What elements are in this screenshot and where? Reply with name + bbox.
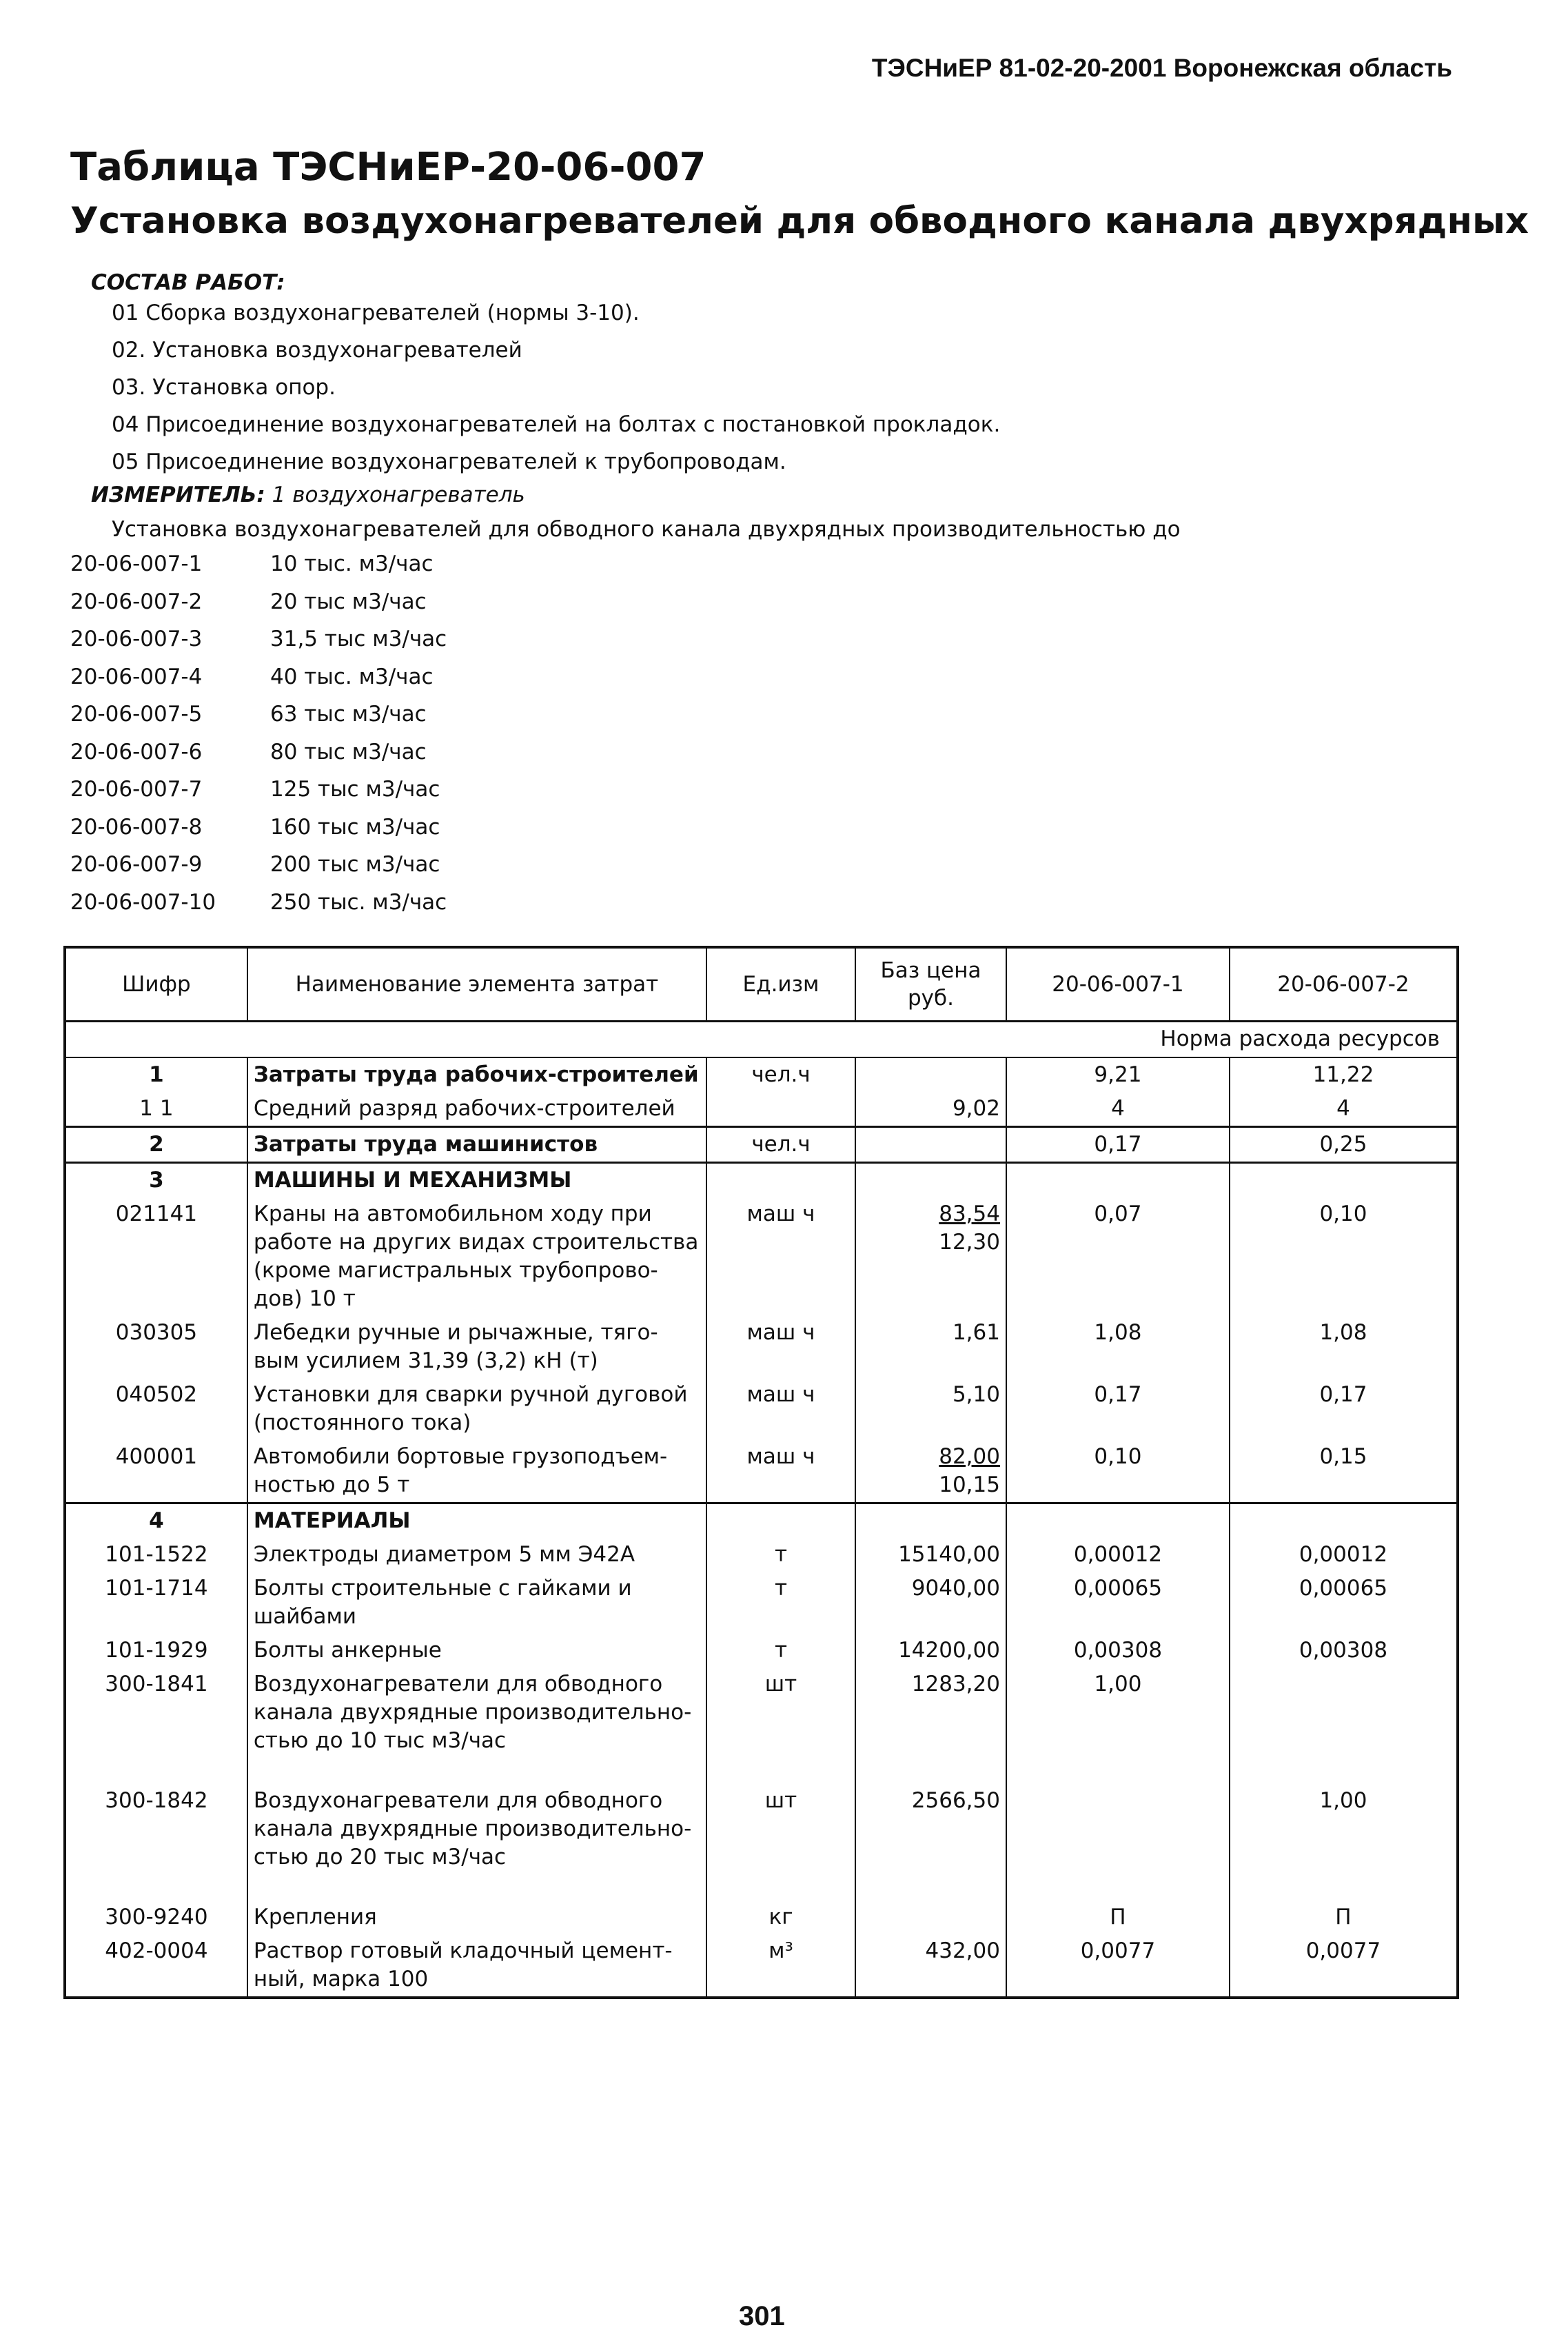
cell-name: Электроды диаметром 5 мм Э42А [247,1538,706,1572]
measure-line [91,483,525,507]
cell-price [855,1538,1006,1572]
price-value: 83,54 [939,1202,1000,1226]
cell-value-col2: 1,00 [1230,1784,1458,1874]
norm-description: 125 тыс м3/час [270,777,440,802]
cell-code: 300-1841 [65,1668,247,1758]
spacer-cell [65,1874,247,1901]
cell-name: Затраты труда машинистов [247,1127,706,1163]
cell-value-col2: 0,0077 [1230,1934,1458,1998]
cell-value-col1: 4 [1006,1092,1230,1127]
table-row [65,1163,1458,1198]
cell-code: 300-1842 [65,1784,247,1874]
cell-code: 2 [65,1127,247,1163]
cell-name: Воздухонагреватели для обводного канала двухрядные производительно-стью до 20 тыс м3/час [247,1784,706,1874]
price-value: 1283,20 [911,1672,1000,1696]
cell-unit: т [706,1634,855,1668]
cell-price [855,1901,1006,1934]
cell-price [855,1092,1006,1127]
cell-value-col2 [1230,1503,1458,1539]
norm-code: 20-06-007-9 [70,852,203,877]
cell-price [855,1316,1006,1378]
cell-unit: т [706,1538,855,1572]
spacer-cell [1006,1758,1230,1784]
norm-description: 160 тыс м3/час [270,814,440,840]
table-row [65,1440,1458,1503]
table-row [65,1784,1458,1874]
norm-code: 20-06-007-7 [70,777,203,802]
table-row [65,1634,1458,1668]
cell-price [855,1163,1006,1198]
page-number: 301 [739,2301,785,2331]
norm-description: 250 тыс. м3/час [270,889,447,915]
norm-code: 20-06-007-2 [70,589,203,614]
norm-code: 20-06-007-4 [70,664,203,689]
cell-value-col1 [1006,1503,1230,1539]
cell-name: Автомобили бортовые грузоподъем-ностью до 5 т [247,1440,706,1503]
cell-price [855,1057,1006,1092]
norm-code: 20-06-007-1 [70,551,203,576]
norm-description: 80 тыс м3/час [270,739,427,764]
header-unit: Ед.изм [706,947,855,1022]
document-header: ТЭСНиЕР 81-02-20-2001 Воронежская область [871,54,1452,82]
norm-code: 20-06-007-8 [70,814,203,840]
cell-value-col2: 0,00012 [1230,1538,1458,1572]
norm-code: 20-06-007-3 [70,627,203,651]
cell-price [855,1440,1006,1503]
cell-code: 1 [65,1057,247,1092]
table-row [65,1316,1458,1378]
norm-description: 40 тыс. м3/час [270,664,434,689]
table-row [65,1197,1458,1316]
cell-price [855,1503,1006,1539]
work-item: 05 Присоединение воздухонагревателей к трубопроводам. [112,449,786,474]
cell-unit [706,1092,855,1127]
cell-value-col1: 0,00012 [1006,1538,1230,1572]
cell-value-col2: 0,15 [1230,1440,1458,1503]
price-wage-value: 12,30 [939,1230,1000,1255]
cell-value-col2 [1230,1668,1458,1758]
cell-value-col2: 0,10 [1230,1197,1458,1316]
works-label: СОСТАВ РАБОТ: [91,270,285,295]
cell-unit: м³ [706,1934,855,1998]
norm-code: 20-06-007-10 [70,889,216,915]
measure-value: 1 воздухонагреватель [272,483,525,507]
cell-code: 040502 [65,1378,247,1440]
cell-code: 400001 [65,1440,247,1503]
cell-value-col2 [1230,1163,1458,1198]
cell-name: Лебедки ручные и рычажные, тяго-вым усилием 31,39 (3,2) кН (т) [247,1316,706,1378]
price-value: 9040,00 [911,1576,1000,1601]
cell-value-col2: 0,17 [1230,1378,1458,1440]
price-wage-value: 10,15 [939,1472,1000,1497]
spacer-cell [1006,1874,1230,1901]
cell-value-col1: 0,17 [1006,1127,1230,1163]
cell-name: Крепления [247,1901,706,1934]
header-code: Шифр [65,947,247,1022]
price-value: 82,00 [939,1444,1000,1469]
spacer-cell [247,1758,706,1784]
cell-name: МАТЕРИАЛЫ [247,1503,706,1539]
cell-value-col2: 11,22 [1230,1057,1458,1092]
cell-value-col1: 9,21 [1006,1057,1230,1092]
header-col2: 20-06-007-2 [1230,947,1458,1022]
cell-code: 101-1522 [65,1538,247,1572]
cell-name: Средний разряд рабочих-строителей [247,1092,706,1127]
cell-price [855,1572,1006,1634]
cell-value-col2: 1,08 [1230,1316,1458,1378]
cell-code: 021141 [65,1197,247,1316]
cell-code: 3 [65,1163,247,1198]
cell-unit: маш ч [706,1378,855,1440]
work-item: 01 Сборка воздухонагревателей (нормы 3-10). [112,301,640,325]
cell-value-col2: П [1230,1901,1458,1934]
cell-price [855,1378,1006,1440]
table-number-title: Таблица ТЭСНиЕР-20-06-007 [70,145,706,190]
cell-unit: маш ч [706,1440,855,1503]
cell-value-col1: 0,10 [1006,1440,1230,1503]
spacer-cell [706,1758,855,1784]
cell-value-col1: 1,08 [1006,1316,1230,1378]
cell-unit [706,1163,855,1198]
measure-label: ИЗМЕРИТЕЛЬ: [91,483,265,507]
cell-name: Болты анкерные [247,1634,706,1668]
norm-description: 200 тыс м3/час [270,852,440,877]
price-value: 5,10 [952,1382,1000,1407]
table-row [65,1538,1458,1572]
norm-description: 20 тыс м3/час [270,589,427,614]
table-body [65,1057,1458,1998]
cell-name: Раствор готовый кладочный цемент-ный, марка 100 [247,1934,706,1998]
cell-unit: шт [706,1668,855,1758]
cell-unit: маш ч [706,1197,855,1316]
table-row [65,1092,1458,1127]
cell-value-col1: 1,00 [1006,1668,1230,1758]
spacer-row [65,1758,1458,1784]
spacer-cell [1230,1758,1458,1784]
table-row [65,1378,1458,1440]
table-row [65,1901,1458,1934]
cell-name: Болты строительные с гайками и шайбами [247,1572,706,1634]
norm-code: 20-06-007-5 [70,702,203,727]
cell-unit: маш ч [706,1316,855,1378]
price-value: 1,61 [952,1320,1000,1345]
cell-code: 101-1929 [65,1634,247,1668]
spacer-cell [855,1874,1006,1901]
work-item: 03. Установка опор. [112,375,336,400]
cell-price [855,1668,1006,1758]
cell-value-col2: 4 [1230,1092,1458,1127]
cell-value-col2: 0,25 [1230,1127,1458,1163]
cell-price [855,1197,1006,1316]
cell-name: Установки для сварки ручной дуговой (постоянного тока) [247,1378,706,1440]
header-price: Баз цена руб. [855,947,1006,1022]
cell-unit: чел.ч [706,1127,855,1163]
price-value: 15140,00 [898,1542,1000,1567]
spacer-cell [247,1874,706,1901]
cell-unit: чел.ч [706,1057,855,1092]
cell-name: Краны на автомобильном ходу при работе на других видах строительства (кроме магистральных трубопрово-дов) 10 т [247,1197,706,1316]
norm-description: 63 тыс м3/час [270,702,427,727]
cell-code: 402-0004 [65,1934,247,1998]
cell-unit [706,1503,855,1539]
cell-unit: шт [706,1784,855,1874]
cell-name: Воздухонагреватели для обводного канала двухрядные производительно-стью до 10 тыс м3/час [247,1668,706,1758]
cell-code: 030305 [65,1316,247,1378]
work-item: 02. Установка воздухонагревателей [112,338,522,363]
cell-price [855,1784,1006,1874]
table-row [65,1503,1458,1539]
norm-description: 31,5 тыс м3/час [270,627,447,651]
cell-value-col1: 0,07 [1006,1197,1230,1316]
cell-name: МАШИНЫ И МЕХАНИЗМЫ [247,1163,706,1198]
table-name-title: Установка воздухонагревателей для обводного канала двухрядных [70,200,1529,242]
header-name: Наименование элемента затрат [247,947,706,1022]
table-row [65,1572,1458,1634]
price-value: 9,02 [952,1096,1000,1121]
spacer-cell [855,1758,1006,1784]
header-col1: 20-06-007-1 [1006,947,1230,1022]
spacer-cell [706,1874,855,1901]
cell-value-col1: 0,17 [1006,1378,1230,1440]
price-value: 2566,50 [911,1788,1000,1813]
cell-value-col1: 0,00065 [1006,1572,1230,1634]
cell-code: 300-9240 [65,1901,247,1934]
cell-value-col1 [1006,1784,1230,1874]
table-row [65,1934,1458,1998]
cell-value-col1: П [1006,1901,1230,1934]
resource-table [63,946,1459,1999]
cell-unit: т [706,1572,855,1634]
cell-price [855,1634,1006,1668]
norm-code: 20-06-007-6 [70,739,203,764]
cell-value-col2: 0,00308 [1230,1634,1458,1668]
norm-label: Норма расхода ресурсов [65,1022,1458,1058]
norms-intro: Установка воздухонагревателей для обводного канала двухрядных производительностью до [112,517,1181,542]
work-item: 04 Присоединение воздухонагревателей на болтах с постановкой прокладок. [112,412,1001,437]
price-value: 14200,00 [898,1638,1000,1663]
cell-value-col1: 0,00308 [1006,1634,1230,1668]
cell-price [855,1127,1006,1163]
table-row [65,1668,1458,1758]
cell-code: 4 [65,1503,247,1539]
cell-unit: кг [706,1901,855,1934]
cell-value-col1: 0,0077 [1006,1934,1230,1998]
spacer-cell [1230,1874,1458,1901]
price-value: 432,00 [925,1938,1000,1963]
cell-code: 101-1714 [65,1572,247,1634]
spacer-row [65,1874,1458,1901]
cell-price [855,1934,1006,1998]
table-row [65,1057,1458,1092]
cell-code: 1 1 [65,1092,247,1127]
spacer-cell [65,1758,247,1784]
cell-value-col1 [1006,1163,1230,1198]
cell-name: Затраты труда рабочих-строителей [247,1057,706,1092]
cell-value-col2: 0,00065 [1230,1572,1458,1634]
table-row [65,1127,1458,1163]
norm-description: 10 тыс. м3/час [270,551,434,576]
